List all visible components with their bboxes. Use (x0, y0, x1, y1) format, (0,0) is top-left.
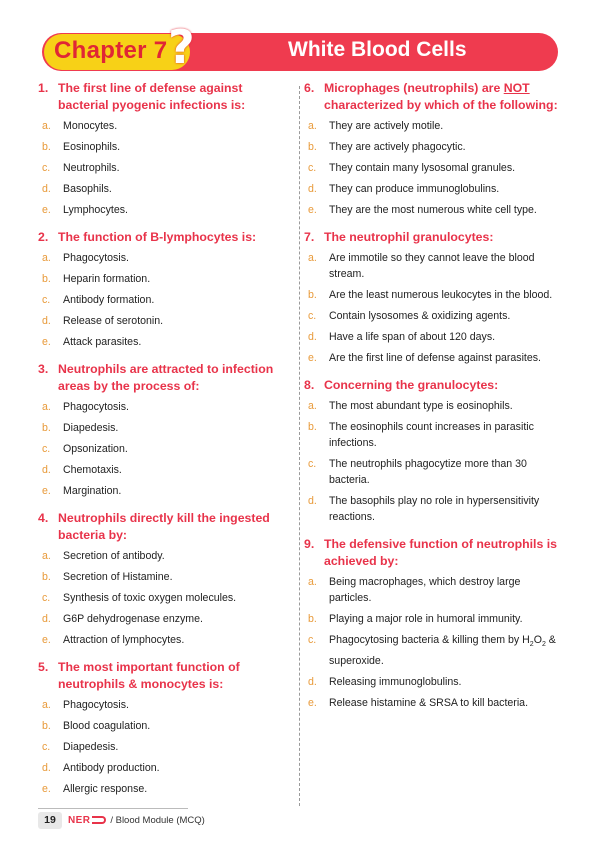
option-text: The eosinophils count increases in parasitic infections. (329, 421, 534, 449)
option-text: Release histamine & SRSA to kill bacteria. (329, 697, 529, 710)
option[interactable] (38, 632, 294, 648)
option[interactable] (304, 287, 560, 303)
option-text: Attraction of lymphocytes. (63, 634, 185, 646)
options-list (304, 574, 560, 711)
option-letter: e. (42, 485, 51, 497)
option-text (329, 632, 560, 669)
option[interactable] (38, 181, 294, 197)
question-9 (304, 536, 560, 711)
option[interactable] (304, 118, 560, 134)
option[interactable] (38, 313, 294, 329)
option[interactable] (38, 420, 294, 436)
question-number: 4. (38, 511, 49, 525)
option[interactable] (304, 160, 560, 176)
column-divider (299, 86, 300, 806)
question-number: 3. (38, 362, 49, 376)
option-letter: d. (308, 495, 317, 507)
option[interactable] (38, 160, 294, 176)
options-list (38, 697, 294, 797)
option[interactable] (38, 462, 294, 478)
option-letter: e. (42, 204, 51, 216)
option[interactable] (38, 590, 294, 606)
option-text: Are the first line of defense against parasites. (329, 352, 541, 364)
options-list (304, 398, 560, 525)
option-letter: a. (42, 401, 51, 413)
question-8 (304, 377, 560, 525)
option[interactable] (38, 139, 294, 155)
option[interactable] (38, 483, 294, 499)
option[interactable] (38, 271, 294, 287)
option-text: Margination. (63, 485, 122, 497)
question-6 (304, 80, 560, 218)
option[interactable] (38, 202, 294, 218)
question-number: 9. (304, 537, 315, 551)
option-text: Eosinophils. (63, 141, 121, 153)
brand-mark-icon (92, 816, 106, 824)
option-letter: b. (308, 613, 317, 625)
option[interactable] (38, 118, 294, 134)
options-list (38, 118, 294, 218)
option-letter: c. (42, 741, 51, 753)
option-text: They are the most numerous white cell type. (329, 204, 537, 216)
option[interactable] (304, 632, 560, 669)
option-text: Lymphocytes. (63, 204, 128, 216)
option-letter: a. (42, 252, 51, 264)
option-text: Antibody production. (63, 762, 160, 774)
option[interactable] (304, 250, 560, 282)
option[interactable] (304, 139, 560, 155)
option[interactable] (38, 718, 294, 734)
option-letter: c. (308, 310, 317, 322)
options-list (38, 399, 294, 499)
option-text: The most abundant type is eosinophils. (329, 400, 513, 412)
option-letter: b. (42, 571, 51, 583)
option[interactable] (38, 739, 294, 755)
option-letter: e. (308, 697, 317, 710)
option[interactable] (38, 441, 294, 457)
footer-rule (38, 808, 188, 809)
option-letter: b. (308, 421, 317, 433)
chapter-label: Chapter 7 (54, 37, 168, 64)
option[interactable] (38, 548, 294, 564)
option-text: They are actively phagocytic. (329, 141, 466, 153)
option-letter: e. (42, 634, 51, 646)
option-text: Playing a major role in humoral immunity. (329, 613, 523, 625)
option-letter: a. (42, 550, 51, 562)
question-number: 5. (38, 660, 49, 674)
question-5 (38, 659, 294, 797)
option-text: Release of serotonin. (63, 315, 164, 327)
option-text: Monocytes. (63, 120, 118, 132)
option-text: Secretion of antibody. (63, 550, 165, 562)
option-letter: b. (308, 141, 317, 153)
right-column (304, 80, 560, 722)
option-letter: e. (308, 204, 317, 216)
option-letter: e. (308, 352, 317, 364)
option-text: Diapedesis. (63, 741, 119, 753)
question-2 (38, 229, 294, 350)
option-letter: c. (42, 294, 51, 306)
emphasis-not: NOT (503, 81, 530, 95)
option-text: Secretion of Histamine. (63, 571, 173, 583)
option-letter: d. (308, 676, 317, 689)
option-text: Contain lysosomes & oxidizing agents. (329, 310, 511, 322)
option-letter: e. (42, 783, 51, 795)
option-text: Allergic response. (63, 783, 148, 795)
option[interactable] (38, 611, 294, 627)
option-text: Heparin formation. (63, 273, 151, 285)
footer (38, 812, 205, 829)
option-letter: d. (42, 762, 51, 774)
options-list (304, 118, 560, 218)
option[interactable] (38, 399, 294, 415)
option[interactable] (304, 456, 560, 488)
page-number: 19 (38, 812, 62, 829)
option[interactable] (38, 760, 294, 776)
option-text: Chemotaxis. (63, 464, 122, 476)
option-text: Phagocytosis. (63, 699, 129, 711)
option-letter: d. (42, 613, 51, 625)
option-letter: d. (308, 331, 317, 343)
option-text: They contain many lysosomal granules. (329, 162, 516, 174)
question-mark-icon: ? (168, 20, 195, 74)
question-text-start: Microphages (neutrophils) are (324, 81, 504, 95)
question-number: 8. (304, 378, 315, 392)
option-text: Blood coagulation. (63, 720, 151, 732)
option-text: Diapedesis. (63, 422, 119, 434)
question-text: The first line of defense against bacterial pyogenic infections is: (58, 81, 246, 112)
question-text: Concerning the granulocytes: (324, 378, 499, 392)
option-letter: a. (308, 252, 317, 264)
option-letter: d. (42, 315, 51, 327)
option[interactable] (304, 202, 560, 218)
option-text: Phagocytosis. (63, 252, 129, 264)
option-text: Basophils. (63, 183, 112, 195)
option-letter: c. (308, 162, 317, 174)
option[interactable] (304, 181, 560, 197)
brand-logo (68, 815, 106, 826)
option-text: They can produce immunoglobulins. (329, 183, 500, 195)
option[interactable] (38, 292, 294, 308)
option[interactable] (304, 611, 560, 627)
question-text: The most important function of neutrophils & monocytes is: (58, 660, 240, 691)
option[interactable] (304, 493, 560, 525)
option-letter: c. (42, 592, 51, 604)
option-letter: e. (42, 336, 51, 348)
option[interactable] (304, 695, 560, 711)
question-text-end: characterized by which of the following: (324, 98, 558, 112)
option-text: Synthesis of toxic oxygen molecules. (63, 592, 237, 604)
option-text: The neutrophils phagocytize more than 30 bacteria. (329, 458, 527, 486)
subscript: 2 (529, 641, 534, 649)
option-letter: a. (308, 120, 317, 132)
question-number: 1. (38, 81, 49, 95)
option[interactable] (38, 250, 294, 266)
option-letter: b. (42, 422, 51, 434)
option-text: Releasing immunoglobulins. (329, 676, 462, 689)
option-text-start: Phagocytosing bacteria & killing them by H (329, 634, 530, 646)
option-text: Are the least numerous leukocytes in the blood. (329, 289, 553, 301)
brand-text: NER (68, 815, 91, 826)
option-letter: c. (308, 634, 317, 646)
option-letter: a. (42, 120, 51, 132)
option-text: Antibody formation. (63, 294, 155, 306)
option[interactable] (38, 334, 294, 350)
option[interactable] (304, 574, 560, 606)
question-1 (38, 80, 294, 218)
option-letter: d. (308, 183, 317, 195)
option[interactable] (304, 329, 560, 345)
option-letter: c. (42, 443, 51, 455)
question-number: 2. (38, 230, 49, 244)
option-text-end: & superoxide. (329, 634, 556, 668)
subscript: 2 (541, 641, 546, 649)
option[interactable] (38, 697, 294, 713)
option[interactable] (304, 398, 560, 414)
option[interactable] (38, 569, 294, 585)
option-letter: d. (42, 183, 51, 195)
question-text (324, 80, 560, 114)
option-text: G6P dehydrogenase enzyme. (63, 613, 203, 625)
option-text: Opsonization. (63, 443, 128, 455)
question-3 (38, 361, 294, 499)
question-text: Neutrophils directly kill the ingested bacteria by: (58, 511, 270, 542)
option[interactable] (304, 308, 560, 324)
page-title: White Blood Cells (288, 38, 467, 61)
module-label: / Blood Module (MCQ) (110, 815, 205, 826)
option-text: They are actively motile. (329, 120, 444, 132)
option-text-mid: O (533, 634, 542, 646)
option-letter: a. (308, 576, 317, 588)
option-letter: a. (42, 699, 51, 711)
options-list (304, 250, 560, 366)
option-text: Neutrophils. (63, 162, 120, 174)
option-text: Have a life span of about 120 days. (329, 331, 496, 343)
question-text: Neutrophils are attracted to infection areas by the process of: (58, 362, 274, 393)
option[interactable] (304, 419, 560, 451)
option[interactable] (304, 674, 560, 690)
options-list (38, 548, 294, 648)
option-letter: b. (308, 289, 317, 301)
question-number: 6. (304, 81, 315, 95)
question-4 (38, 510, 294, 648)
option-text: Are immotile so they cannot leave the blood stream. (329, 252, 535, 280)
option-letter: b. (42, 720, 51, 732)
question-number: 7. (304, 230, 315, 244)
question-text: The neutrophil granulocytes: (324, 230, 494, 244)
option[interactable] (304, 350, 560, 366)
option-letter: c. (42, 162, 51, 174)
option-letter: d. (42, 464, 51, 476)
question-text: The defensive function of neutrophils is achieved by: (324, 537, 557, 568)
option[interactable] (38, 781, 294, 797)
option-text: Attack parasites. (63, 336, 142, 348)
option-text: Phagocytosis. (63, 401, 129, 413)
option-letter: b. (42, 141, 51, 153)
question-text: The function of B-lymphocytes is: (58, 230, 257, 244)
option-letter: c. (308, 458, 317, 470)
option-letter: a. (308, 400, 317, 412)
option-letter: b. (42, 273, 51, 285)
question-7 (304, 229, 560, 366)
options-list (38, 250, 294, 350)
left-column (38, 80, 294, 808)
option-text: The basophils play no role in hypersensitivity reactions. (329, 495, 540, 523)
option-text: Being macrophages, which destroy large particles. (329, 576, 521, 604)
